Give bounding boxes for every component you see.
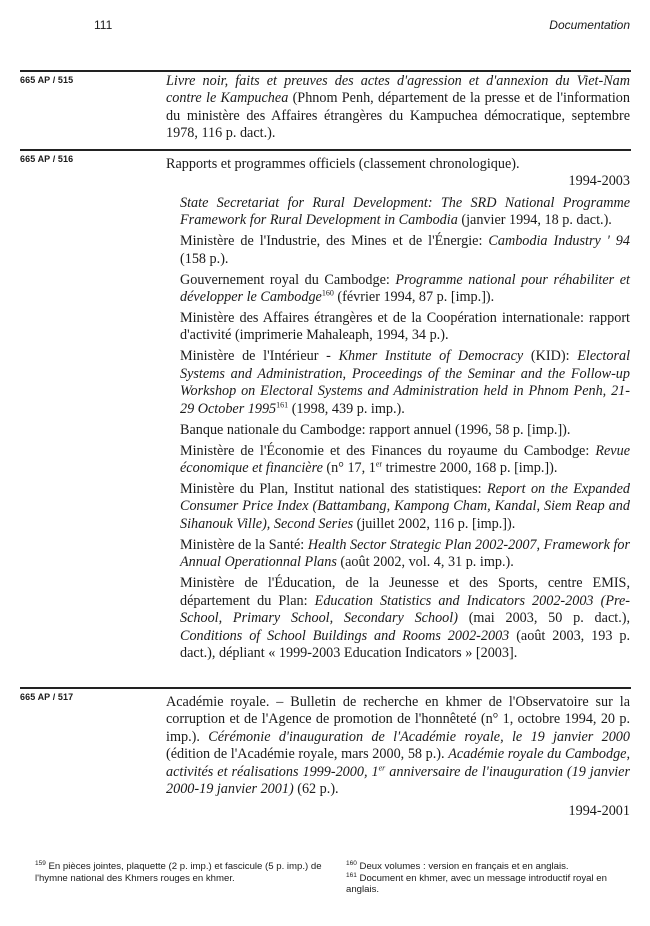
publisher: Gouvernement royal du Cambodge:: [180, 271, 396, 288]
work-title: Education Statistics and Indicators 2002-2003 (Pre-School, Primary School, Secondary School): [180, 592, 630, 627]
list-item: [180, 310, 630, 345]
work-details: (janvier 1994, 18 p. dact.).: [457, 212, 612, 229]
list-item: [180, 272, 630, 307]
footnote-ref: 160: [321, 288, 334, 298]
ordinal-suffix: er: [378, 762, 386, 772]
work-details: (n° 17, 1: [322, 460, 376, 477]
list-item: [180, 195, 630, 230]
entry-code: 665 AP / 515: [20, 75, 74, 85]
work-title: Académie royale du Cambodge, activités et réalisations 1999-2000, 1: [166, 746, 631, 780]
section-rule: [20, 70, 631, 72]
running-title: Documentation: [549, 18, 630, 32]
work-details: (mai 2003, 50 p. dact.),: [457, 610, 631, 627]
publisher: Ministère de l'Intérieur -: [180, 348, 339, 365]
section-rule: [20, 687, 631, 689]
footnote-text: Deux volumes : version en français et en anglais.: [359, 861, 569, 872]
footnote-159: [35, 861, 335, 884]
page-header: [0, 18, 650, 38]
footnote-number: 159: [35, 859, 46, 867]
work-details: (édition de l'Académie royale, mars 2000, 58 p.).: [166, 746, 449, 763]
list-item: [180, 537, 630, 572]
work-details: trimestre 2000, 168 p. [imp.]).: [382, 460, 558, 477]
work-details: (158 p.).: [180, 250, 229, 267]
work-title: Livre noir, faits et preuves des actes d'agression et d'annexion du Viet-Nam contre le Kampuchea: [166, 73, 630, 107]
ordinal-suffix: er: [375, 459, 383, 469]
section-rule: [20, 149, 631, 151]
publisher: Ministère de la Santé:: [180, 536, 308, 553]
abbr: (KID):: [523, 348, 578, 365]
entry-code: 665 AP / 516: [20, 154, 74, 164]
publisher: Ministère de l'Éducation, de la Jeunesse et des Sports, centre EMIS, département du Plan:: [180, 575, 630, 609]
entry-text: [166, 73, 630, 143]
entry-date: 1994-2001: [568, 803, 630, 820]
work-title: Conditions of School Buildings and Rooms 2002-2003: [180, 627, 510, 644]
publisher: Ministère de l'Économie et des Finances du royaume du Cambodge:: [180, 442, 596, 459]
work-title: Electoral Systems and Administration, Proceedings of the Seminar and the Follow-up Workshop on Electoral Systems and Administration held in Phnom Penh, 21-29 October 1995: [180, 348, 631, 417]
footnote-number: 160: [346, 859, 357, 867]
entry-body: [166, 73, 630, 143]
footnote-number: 161: [346, 871, 357, 879]
work-details: (Phnom Penh, département de la presse et de l'information du ministère des Affaires étrangères du Kampuchea démocratique, septembre 1978, 116 p. dact.).: [166, 90, 630, 142]
work-details: (1998, 439 p. imp.).: [288, 400, 405, 417]
entry-date: 1994-2003: [568, 173, 630, 190]
list-item: [180, 348, 630, 418]
entry-body: [166, 694, 630, 825]
work-title: Health Sector Strategic Plan 2002-2007, Framework for Annual Operationnal Plans: [180, 536, 631, 571]
work-title: State Secretariat for Rural Development: The SRD National Programme Framework for Rural Development in Cambodia: [180, 194, 630, 229]
work-details: (août 2003, 193 p. dact.), dépliant « 1999-2003 Education Indicators » [2003].: [180, 627, 630, 661]
institute-name: Khmer Institute of Democracy: [338, 348, 524, 365]
work-title: Report on the Expanded Consumer Price Index (Battambang, Kampong Cham, Kandal, Siem Reap and Sihanouk Ville), Second Series: [180, 481, 630, 532]
footnotes-right: [346, 861, 630, 896]
work-details: (62 p.).: [293, 781, 339, 798]
list-item: [180, 422, 630, 439]
work-title: Programme national pour réhabiliter et développer le Cambodge: [180, 271, 630, 306]
work-title: Cambodia Industry ' 94: [488, 233, 630, 250]
publisher: Ministère des Affaires étrangères et de la Coopération internationale: rapport d'activité (imprimerie Mahaleaph, 1994, 34 p.).: [180, 310, 630, 344]
footnote-161: [346, 873, 630, 896]
publisher: Ministère de l'Industrie, des Mines et de l'Énergie:: [180, 233, 489, 250]
list-item: [180, 443, 630, 478]
entry-title: Rapports et programmes officiels (classement chronologique).: [166, 156, 520, 172]
footnote-text: Document en khmer, avec un message introductif royal en anglais.: [346, 872, 607, 896]
entry-lead: Académie royale. – Bulletin de recherche en khmer de l'Observatoire sur la corruption et de l'Agence de promotion de l'honnêteté (n° 1, octobre 1994, 20 p. imp.).: [166, 694, 630, 745]
work-title: Cérémonie d'inauguration de l'Académie royale, le 19 janvier 2000: [208, 728, 630, 745]
entry-body: [166, 156, 630, 666]
footnote-ref: 161: [276, 399, 289, 409]
list-item: [180, 481, 630, 533]
work-title: Revue économique et financière: [180, 442, 630, 477]
work-details: (février 1994, 87 p. [imp.]).: [333, 289, 495, 306]
work-details: (juillet 2002, 116 p. [imp.]).: [353, 515, 516, 532]
entry-text: [166, 694, 630, 798]
list-item: [180, 233, 630, 268]
publisher: Ministère du Plan, Institut national des statistiques:: [180, 481, 487, 498]
entry-code: 665 AP / 517: [20, 692, 74, 702]
footnote-160: [346, 861, 630, 873]
work-details: (août 2002, vol. 4, 31 p. imp.).: [336, 554, 514, 571]
publisher: Banque nationale du Cambodge: rapport annuel (1996, 58 p. [imp.]).: [180, 421, 571, 438]
page-number: 111: [94, 18, 113, 32]
list-item: [180, 575, 630, 662]
footnote-text: En pièces jointes, plaquette (2 p. imp.) et fascicule (5 p. imp.) de l'hymne national des Khmers rouges en khmer.: [35, 861, 322, 884]
work-title: anniversaire de l'inauguration (19 janvier 2000-19 janvier 2001): [166, 763, 630, 798]
